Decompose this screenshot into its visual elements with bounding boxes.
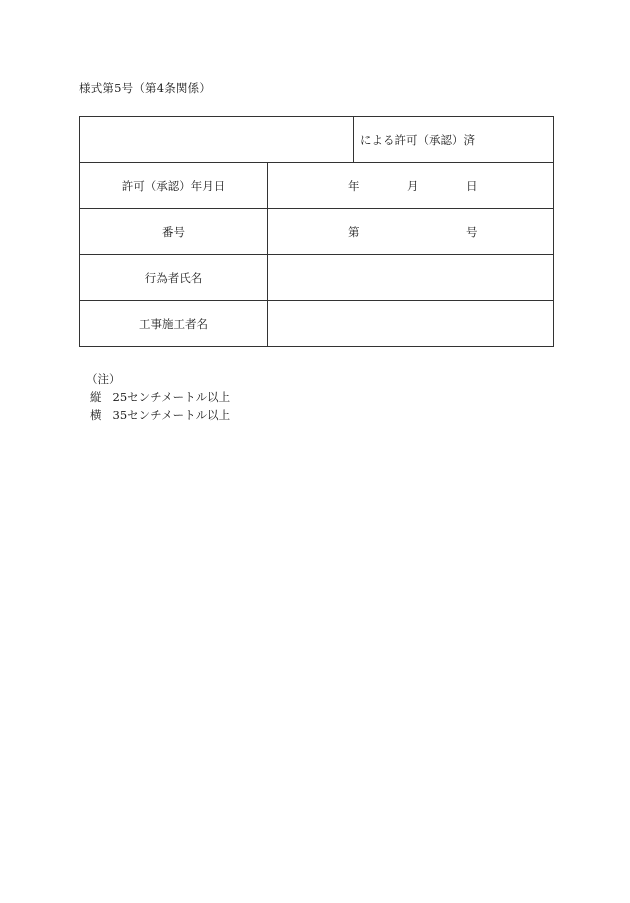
actor-name-value xyxy=(268,255,554,301)
note-horizontal xyxy=(86,406,230,424)
blank-authority-cell xyxy=(80,117,354,163)
note-horizontal-value: 35センチメートル以上 xyxy=(112,408,231,422)
dai-mark: 第 xyxy=(348,224,360,239)
table-row-actor-name xyxy=(80,255,554,301)
permit-text: による許可（承認）済 xyxy=(360,132,475,147)
contractor-name-label: 工事施工者名 xyxy=(80,301,268,347)
number-value xyxy=(268,209,554,255)
note-vertical xyxy=(86,388,230,406)
notes-section xyxy=(86,370,230,424)
permit-date-label: 許可（承認）年月日 xyxy=(80,163,268,209)
note-horizontal-key: 横 xyxy=(90,408,102,422)
permit-sign-table xyxy=(79,116,554,347)
actor-name-label: 行為者氏名 xyxy=(80,255,268,301)
form-title: 様式第5号（第4条関係） xyxy=(79,81,212,95)
month-mark: 月 xyxy=(407,178,419,193)
gou-mark: 号 xyxy=(466,224,478,239)
year-mark: 年 xyxy=(348,178,360,193)
permit-text-cell xyxy=(354,117,554,163)
table-row-contractor-name xyxy=(80,301,554,347)
table-row-header xyxy=(80,117,554,163)
note-vertical-value: 25センチメートル以上 xyxy=(112,390,231,404)
number-label: 番号 xyxy=(80,209,268,255)
table-row-number xyxy=(80,209,554,255)
contractor-name-value xyxy=(268,301,554,347)
permit-date-value xyxy=(268,163,554,209)
day-mark: 日 xyxy=(466,178,478,193)
notes-heading: （注） xyxy=(86,372,121,386)
note-vertical-key: 縦 xyxy=(90,390,102,404)
table-row-permit-date xyxy=(80,163,554,209)
